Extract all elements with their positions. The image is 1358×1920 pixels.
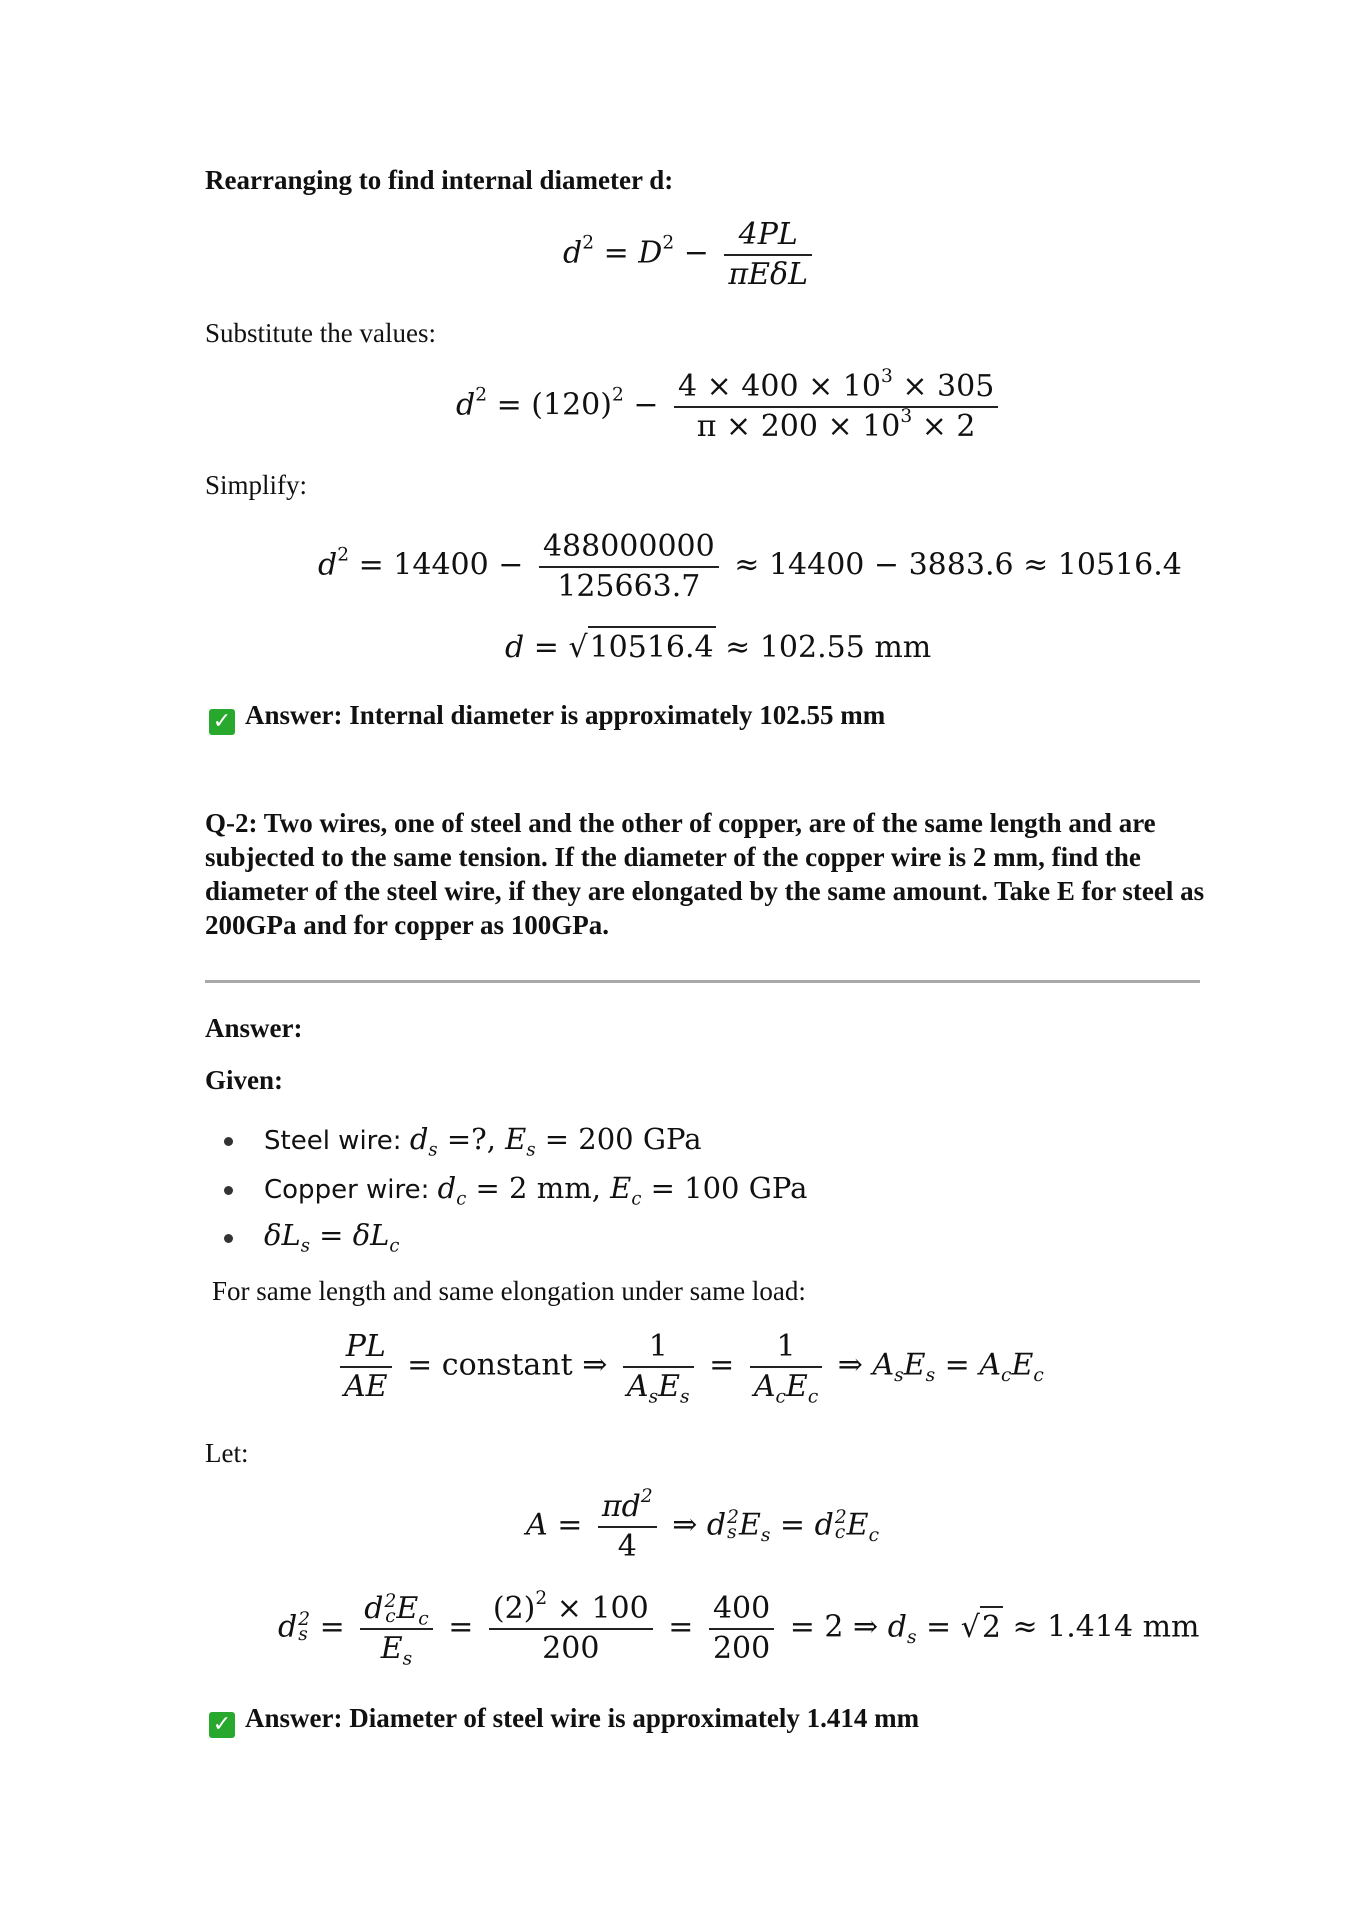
simplify-result: ≈ 14400 − 3883.6 ≈ 10516.4 bbox=[734, 547, 1182, 583]
check-mark-icon: ✓ bbox=[209, 1712, 235, 1738]
given-item-copper: Copper wire: $d_c = 2$ mm, $E_c = 100$ GPa bbox=[264, 1171, 808, 1210]
bullet-icon bbox=[224, 1137, 233, 1146]
equation-d-result: d = √10516.4 ≈ 102.55 mm bbox=[505, 630, 931, 665]
simplify-label: Simplify: bbox=[205, 470, 308, 500]
answer-line-2: ✓ Answer: Diameter of steel wire is approximately 1.414 mm bbox=[209, 1703, 919, 1738]
check-mark-icon: ✓ bbox=[209, 709, 235, 735]
fraction-denominator: πEδL bbox=[724, 254, 812, 294]
answer-heading: Answer: bbox=[205, 1013, 303, 1043]
fraction-denominator: $\pi \times 200 \times 10^3 \times 2$ bbox=[674, 406, 998, 446]
answer-line-1: ✓ Answer: Internal diameter is approximately 102.55 mm bbox=[209, 700, 885, 735]
fraction-denominator: 125663.7 bbox=[539, 566, 719, 606]
let-label: Let: bbox=[205, 1438, 249, 1468]
given-item-steel: Steel wire: $d_s$ =?, $E_s = 200$ GPa bbox=[264, 1122, 702, 1161]
question-2: Q-2: Two wires, one of steel and the other of copper, are of the same length and are subjected to the same tension. If the diameter of the copper wire is 2 mm, find the diameter of the steel wire, if they are elongated by the same amount. Take E for steel as 200GPa and for copper as 100GPa. bbox=[205, 808, 1205, 940]
bullet-icon bbox=[224, 1186, 233, 1195]
equation-constant: $\frac{PL}{AE}$ = constant ⇒ $\frac{1}{A_sE_s}$ = $\frac{1}{A_cE_c}$ ⇒ $A_sE_s = A_cE_c$ bbox=[334, 1328, 1044, 1405]
fraction-numerator: 4PL bbox=[738, 217, 798, 252]
square-root: √10516.4 bbox=[568, 630, 715, 665]
equation-d-squared-formula: $d^2 = D^2$ − $\frac{4PL}{\text{πEδL}}$ bbox=[563, 216, 818, 293]
square-root: √2 bbox=[961, 1610, 1003, 1645]
equation-area: A = $\frac{\pi d^2}{4}$ ⇒ d 2 s $E_s = d$ 2 c $E_c$ bbox=[526, 1486, 879, 1564]
outer-diameter-value: (120) bbox=[531, 387, 612, 423]
section-heading: Rearranging to find internal diameter d: bbox=[205, 165, 674, 195]
equation-simplify: $d^2 = 14400$ − $\frac{488000000}{125663.7}$ ≈ 14400 − 3883.6 ≈ 10516.4 bbox=[318, 529, 1182, 604]
fraction-numerator: 488000000 bbox=[542, 529, 715, 564]
equation-substitution: $d^2 = (120)^2$ − $\frac{4 \times 400 \times 10^3 \times 305}{\pi \times 200 \times 10^3 \times 2}$ bbox=[456, 368, 1004, 445]
bullet-icon bbox=[224, 1234, 233, 1243]
given-item-elongation: $\delta L_s = \delta L_c$ bbox=[264, 1218, 400, 1257]
given-heading: Given: bbox=[205, 1065, 283, 1095]
substitute-label: Substitute the values: bbox=[205, 318, 436, 348]
equation-final: d 2 s = d 2 c $E_c$ $E_s$ = $\frac{(2)^2 \times 100}{200}$ = $\frac{400}{200}$ = 2 ⇒ $d_s = √2 \approx 1.414$ mm bbox=[278, 1588, 1200, 1669]
fraction-numerator: $4 \times 400 \times 10^3 \times 305$ bbox=[678, 366, 995, 404]
horizontal-divider bbox=[205, 980, 1200, 983]
same-length-text: For same length and same elongation under same load: bbox=[212, 1276, 806, 1306]
